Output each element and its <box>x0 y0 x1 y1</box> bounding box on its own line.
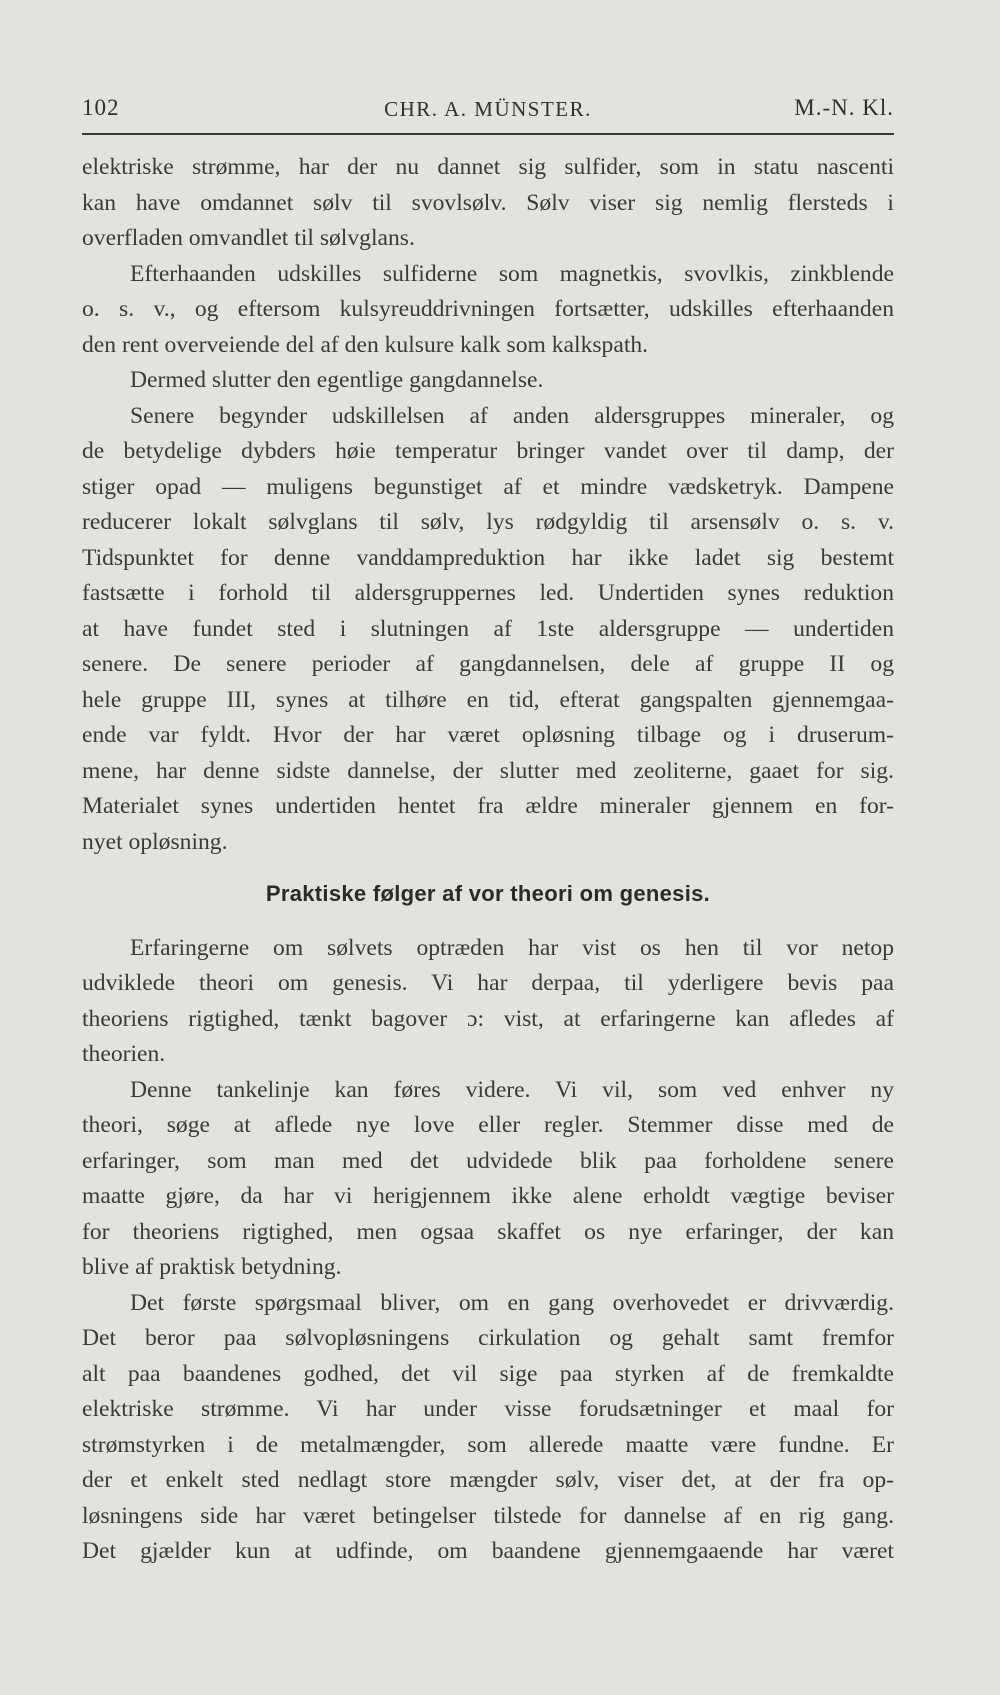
section-label: M.-N. Kl. <box>794 95 894 120</box>
text-line: Materialet synes undertiden hentet fra ældre mineraler gjennem en for- <box>82 793 894 819</box>
text-line: Erfaringerne om sølvets optræden har vist os hen til vor netop <box>130 934 894 961</box>
text-line: Det beror paa sølvopløsningens cirkulation og gehalt samt fremfor <box>82 1325 894 1351</box>
text-line: Senere begynder udskillelsen af anden aldersgruppes mineraler, og <box>130 402 894 429</box>
text-line: Dermed slutter den egentlige gangdannelse. <box>130 367 544 393</box>
text-line: kan have omdannet sølv til svovlsølv. Sølv viser sig nemlig flersteds i <box>82 189 894 216</box>
body-text <box>82 150 894 1570</box>
page-header <box>82 95 894 129</box>
text-line: de betydelige dybders høie temperatur bringer vandet over til damp, der <box>82 438 894 464</box>
text-line: mene, har denne sidste dannelse, der slutter med zeoliterne, gaaet for sig. <box>82 757 894 784</box>
text-line: Tidspunktet for denne vanddampreduktion har ikke ladet sig bestemt <box>82 544 894 571</box>
header-rule <box>82 133 894 135</box>
text-line: at have fundet sted i slutningen af 1ste aldersgruppe — undertiden <box>82 615 894 642</box>
text-line: stiger opad — muligens begunstiget af et mindre vædsketryk. Dampene <box>82 473 894 500</box>
text-line: strømstyrken i de metalmængder, som allerede maatte være fundne. Er <box>82 1431 894 1458</box>
text-line: theoriens rigtighed, tænkt bagover ɔ: vist, at erfaringerne kan afledes af <box>82 1005 894 1032</box>
running-title: CHR. A. MÜNSTER. <box>384 97 592 121</box>
text-line: nyet opløsning. <box>82 828 228 855</box>
text-line: theorien. <box>82 1041 166 1067</box>
page-number: 102 <box>82 95 120 120</box>
text-line: Det første spørgsmaal bliver, om en gang overhovedet er drivværdig. <box>130 1289 894 1316</box>
text-line: løsningens side har været betingelser tilstede for dannelse af en rig gang. <box>82 1502 894 1529</box>
text-line: ende var fyldt. Hvor der har været opløsning tilbage og i druserum- <box>82 722 894 748</box>
text-line: hele gruppe III, synes at tilhøre en tid, efterat gangspalten gjennemgaa- <box>82 686 894 713</box>
section-heading: Praktiske følger af vor theori om genesis. <box>265 881 711 906</box>
text-line: alt paa baandenes godhed, det vil sige paa styrken af de fremkaldte <box>82 1360 894 1387</box>
text-line: o. s. v., og eftersom kulsyreuddrivningen fortsætter, udskilles efterhaanden <box>82 296 894 322</box>
text-line: Denne tankelinje kan føres videre. Vi vil, som ved enhver ny <box>130 1076 894 1103</box>
text-line: udviklede theori om genesis. Vi har derpaa, til yderligere bevis paa <box>82 970 894 996</box>
text-line: den rent overveiende del af den kulsure kalk som kalkspath. <box>82 331 649 358</box>
text-line: blive af praktisk betydning. <box>82 1254 342 1280</box>
text-line: maatte gjøre, da har vi herigjennem ikke alene erholdt vægtige beviser <box>82 1183 894 1209</box>
text-line: fastsætte i forhold til aldersgruppernes led. Undertiden synes reduktion <box>82 580 894 606</box>
text-block-2 <box>82 931 894 1570</box>
text-block-1 <box>82 150 894 860</box>
text-line: senere. De senere perioder af gangdannelsen, dele af gruppe II og <box>82 651 894 677</box>
text-line: theori, søge at aflede nye love eller regler. Stemmer disse med de <box>82 1112 894 1138</box>
text-line: der et enkelt sted nedlagt store mængder sølv, viser det, at der fra op- <box>82 1467 894 1493</box>
text-line: Det gjælder kun at udfinde, om baandene gjennemgaaende har været <box>82 1538 894 1564</box>
text-line: erfaringer, som man med det udvidede blik paa forholdene senere <box>82 1147 894 1174</box>
text-line: overfladen omvandlet til sølvglans. <box>82 225 415 251</box>
text-line: for theoriens rigtighed, men ogsaa skaffet os nye erfaringer, der kan <box>82 1218 894 1245</box>
text-line: reducerer lokalt sølvglans til sølv, lys rødgyldig til arsensølv o. s. v. <box>82 509 894 535</box>
text-line: elektriske strømme, har der nu dannet sig sulfider, som in statu nascenti <box>82 154 894 180</box>
text-line: elektriske strømme. Vi har under visse forudsætninger et maal for <box>82 1396 894 1422</box>
text-line: Efterhaanden udskilles sulfiderne som magnetkis, svovlkis, zinkblende <box>130 260 894 287</box>
